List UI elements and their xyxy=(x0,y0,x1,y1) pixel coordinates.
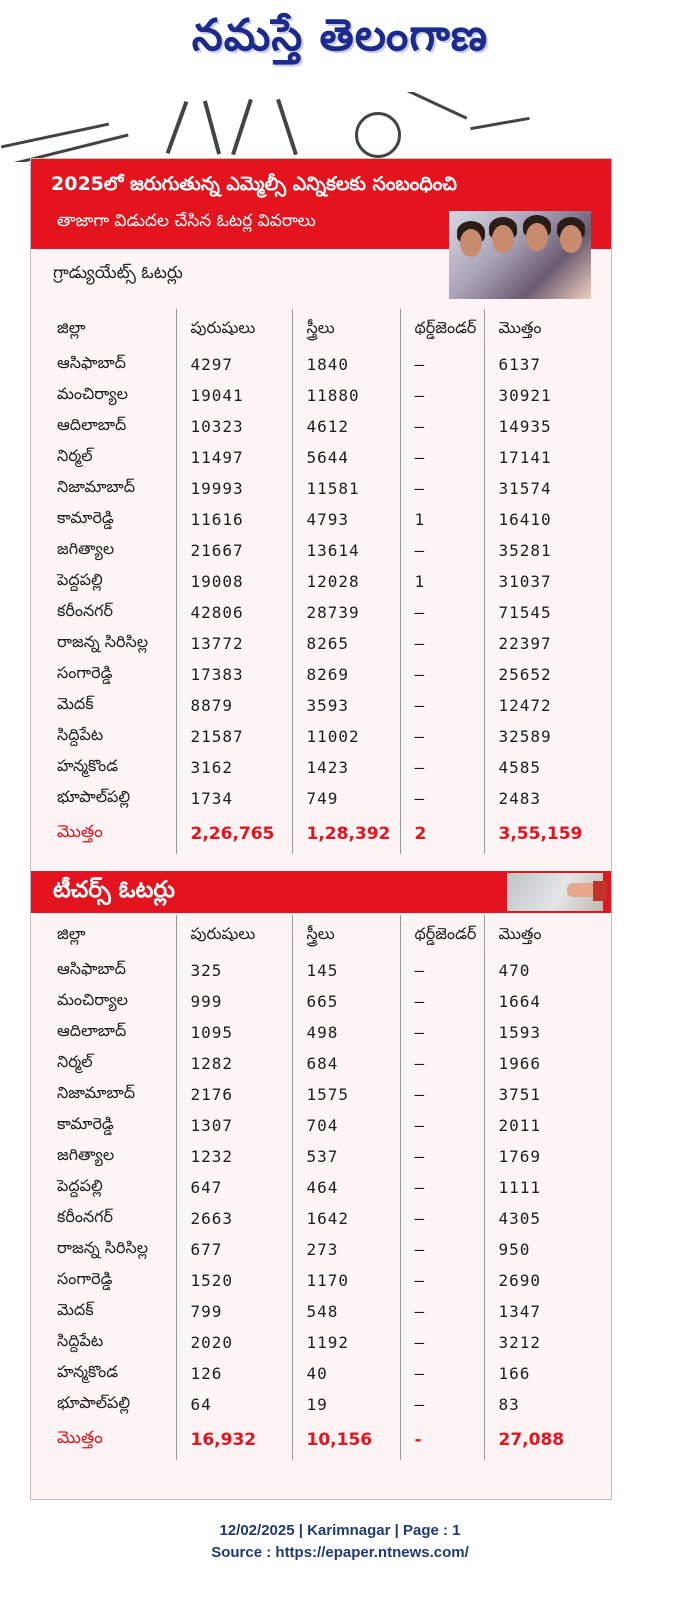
voter-count: 19 xyxy=(292,1389,400,1420)
district-name: రాజన్న సిరిసిల్ల xyxy=(57,632,149,651)
voter-count: 999 xyxy=(176,986,292,1017)
voter-count: 31574 xyxy=(484,473,582,504)
district-name: ఆదిలాబాద్ xyxy=(57,1021,127,1040)
voter-count: 13772 xyxy=(176,628,292,659)
voter-count: 11002 xyxy=(292,721,400,752)
voter-count: 273 xyxy=(292,1234,400,1265)
table-header-row xyxy=(43,915,568,955)
district-name: మంచిర్యాల xyxy=(57,384,128,403)
table-row xyxy=(43,628,582,659)
voter-count: 3162 xyxy=(176,752,292,783)
voter-count: 10323 xyxy=(176,411,292,442)
district-name: నిర్మల్ xyxy=(57,446,93,465)
table-row xyxy=(43,1203,568,1234)
district-name: సంగారెడ్డి xyxy=(57,1269,113,1288)
voter-count: – xyxy=(400,473,484,504)
voter-count: 1307 xyxy=(176,1110,292,1141)
voter-count: 42806 xyxy=(176,597,292,628)
voter-count: 4793 xyxy=(292,504,400,535)
voter-count: 2176 xyxy=(176,1079,292,1110)
district-name: కరీంనగర్ xyxy=(57,601,114,620)
voter-count: 1192 xyxy=(292,1327,400,1358)
voter-count: 4297 xyxy=(176,349,292,380)
table-row xyxy=(43,566,582,597)
voter-count: 1232 xyxy=(176,1141,292,1172)
voter-count: 470 xyxy=(484,955,568,986)
voter-count: – xyxy=(400,1110,484,1141)
table-row xyxy=(43,1079,568,1110)
teachers-banner xyxy=(31,871,611,913)
voter-count: 1 xyxy=(400,566,484,597)
voter-count: 145 xyxy=(292,955,400,986)
table-row xyxy=(43,504,582,535)
voter-count: 21667 xyxy=(176,535,292,566)
voter-count: 126 xyxy=(176,1358,292,1389)
table-row xyxy=(43,442,582,473)
table-row xyxy=(43,1358,568,1389)
voter-count: 28739 xyxy=(292,597,400,628)
voter-count: 11616 xyxy=(176,504,292,535)
voter-count: 5644 xyxy=(292,442,400,473)
voter-count: 8265 xyxy=(292,628,400,659)
voter-count: 2483 xyxy=(484,783,582,814)
voter-count: – xyxy=(400,1265,484,1296)
district-name: కరీంనగర్ xyxy=(57,1207,114,1226)
voter-count: 83 xyxy=(484,1389,568,1420)
voter-count: 950 xyxy=(484,1234,568,1265)
voter-count: – xyxy=(400,597,484,628)
table-row xyxy=(43,535,582,566)
teachers-voters-table xyxy=(43,915,568,1460)
voter-count: – xyxy=(400,1296,484,1327)
voter-count: – xyxy=(400,380,484,411)
voter-count: 2011 xyxy=(484,1110,568,1141)
voter-count: – xyxy=(400,1358,484,1389)
district-name: సంగారెడ్డి xyxy=(57,663,113,682)
voter-count: 1170 xyxy=(292,1265,400,1296)
voter-count: 464 xyxy=(292,1172,400,1203)
district-name: నిజామాబాద్ xyxy=(57,1083,135,1102)
table-header-row xyxy=(43,309,582,349)
table-row xyxy=(43,349,582,380)
voter-count: 1282 xyxy=(176,1048,292,1079)
voter-count: 677 xyxy=(176,1234,292,1265)
district-name: కామారెడ్డి xyxy=(57,508,114,527)
table-row xyxy=(43,380,582,411)
voter-count: 19993 xyxy=(176,473,292,504)
total-count: 10,156 xyxy=(292,1420,400,1460)
district-name: ఆసిఫాబాద్ xyxy=(57,353,126,372)
voter-count: 3212 xyxy=(484,1327,568,1358)
voter-count: 2663 xyxy=(176,1203,292,1234)
voters-article xyxy=(30,158,612,1500)
voter-count: 19041 xyxy=(176,380,292,411)
voter-count: 166 xyxy=(484,1358,568,1389)
voter-count: – xyxy=(400,442,484,473)
column-header: స్త్రీలు xyxy=(292,309,400,349)
voter-count: – xyxy=(400,986,484,1017)
column-header: జిల్లా xyxy=(57,923,86,943)
voter-count: 647 xyxy=(176,1172,292,1203)
district-name: సిద్దిపేట xyxy=(57,725,104,744)
district-name: మంచిర్యాల xyxy=(57,990,128,1009)
voter-count: – xyxy=(400,1203,484,1234)
table-row xyxy=(43,955,568,986)
voter-count: – xyxy=(400,721,484,752)
column-header: థర్డ్‌జెండర్ xyxy=(400,309,484,349)
voter-count: 799 xyxy=(176,1296,292,1327)
table-row xyxy=(43,783,582,814)
district-name: ఆదిలాబాద్ xyxy=(57,415,127,434)
table-row xyxy=(43,411,582,442)
voter-count: – xyxy=(400,628,484,659)
voter-count: – xyxy=(400,1389,484,1420)
voter-count: 12472 xyxy=(484,690,582,721)
voter-count: – xyxy=(400,411,484,442)
total-label: మొత్తం xyxy=(57,1428,103,1448)
voter-count: – xyxy=(400,1327,484,1358)
voter-count: 25652 xyxy=(484,659,582,690)
voter-count: 16410 xyxy=(484,504,582,535)
voter-count: 1840 xyxy=(292,349,400,380)
district-name: మెదక్ xyxy=(57,694,94,713)
voter-count: 4305 xyxy=(484,1203,568,1234)
voter-count: – xyxy=(400,752,484,783)
district-name: భూపాల్‌పల్లి xyxy=(57,787,131,806)
voter-count: 35281 xyxy=(484,535,582,566)
total-count: 2,26,765 xyxy=(176,814,292,854)
table-row xyxy=(43,1234,568,1265)
voter-count: 40 xyxy=(292,1358,400,1389)
newspaper-title: నమస్తే తెలంగాణ xyxy=(191,10,489,61)
district-name: హన్మకొండ xyxy=(57,1362,119,1381)
voter-count: 1575 xyxy=(292,1079,400,1110)
voter-count: 14935 xyxy=(484,411,582,442)
voter-count: 1111 xyxy=(484,1172,568,1203)
voter-count: – xyxy=(400,535,484,566)
voter-count: – xyxy=(400,1172,484,1203)
page-footer xyxy=(0,1520,680,1564)
voter-count: 749 xyxy=(292,783,400,814)
voter-count: 11581 xyxy=(292,473,400,504)
total-count: 3,55,159 xyxy=(484,814,582,854)
table-row xyxy=(43,1389,568,1420)
voter-count: 8269 xyxy=(292,659,400,690)
voter-count: 71545 xyxy=(484,597,582,628)
voter-count: 1642 xyxy=(292,1203,400,1234)
table-row xyxy=(43,1327,568,1358)
table-row xyxy=(43,1172,568,1203)
voter-count: 1423 xyxy=(292,752,400,783)
total-count: - xyxy=(400,1420,484,1460)
headline-line-1: 2025లో జరుగుతున్న ఎమ్మెల్సీ ఎన్నికలకు సంబంధించి xyxy=(51,173,457,195)
voter-count: 1966 xyxy=(484,1048,568,1079)
voter-count: – xyxy=(400,690,484,721)
teachers-section-title: టీచర్స్ ఓటర్లు xyxy=(53,877,175,903)
voter-count: 2690 xyxy=(484,1265,568,1296)
district-name: ఆసిఫాబాద్ xyxy=(57,959,126,978)
voter-count: 325 xyxy=(176,955,292,986)
table-row xyxy=(43,721,582,752)
voter-count: 19008 xyxy=(176,566,292,597)
table-row xyxy=(43,690,582,721)
voter-count: 32589 xyxy=(484,721,582,752)
district-name: జగిత్యాల xyxy=(57,1145,115,1164)
students-photo xyxy=(449,211,591,299)
voter-count: – xyxy=(400,659,484,690)
voter-count: – xyxy=(400,1079,484,1110)
total-count: 16,932 xyxy=(176,1420,292,1460)
table-row xyxy=(43,1110,568,1141)
district-name: హన్మకొండ xyxy=(57,756,119,775)
total-count: 2 xyxy=(400,814,484,854)
voter-count: 537 xyxy=(292,1141,400,1172)
voter-count: 17141 xyxy=(484,442,582,473)
table-row xyxy=(43,752,582,783)
voter-count: – xyxy=(400,1048,484,1079)
table-row xyxy=(43,1265,568,1296)
table-row xyxy=(43,597,582,628)
table-row xyxy=(43,1141,568,1172)
voter-count: 1520 xyxy=(176,1265,292,1296)
voter-count: 1734 xyxy=(176,783,292,814)
voter-count: 548 xyxy=(292,1296,400,1327)
footer-source: Source : https://epaper.ntnews.com/ xyxy=(211,1544,469,1561)
column-header: మొత్తం xyxy=(484,915,568,955)
voter-count: 498 xyxy=(292,1017,400,1048)
district-name: కామారెడ్డి xyxy=(57,1114,114,1133)
table-row xyxy=(43,1048,568,1079)
voter-count: 6137 xyxy=(484,349,582,380)
voter-count: 704 xyxy=(292,1110,400,1141)
table-row xyxy=(43,1296,568,1327)
district-name: నిర్మల్ xyxy=(57,1052,93,1071)
voter-count: 64 xyxy=(176,1389,292,1420)
table-row xyxy=(43,473,582,504)
voter-count: 2020 xyxy=(176,1327,292,1358)
total-count: 27,088 xyxy=(484,1420,568,1460)
voter-count: 31037 xyxy=(484,566,582,597)
column-header: మొత్తం xyxy=(484,309,582,349)
voter-count: 11497 xyxy=(176,442,292,473)
voter-count: 12028 xyxy=(292,566,400,597)
district-name: పెద్దపల్లి xyxy=(57,1176,103,1195)
voter-count: 1095 xyxy=(176,1017,292,1048)
voter-count: – xyxy=(400,349,484,380)
voter-count: 13614 xyxy=(292,535,400,566)
district-name: భూపాల్‌పల్లి xyxy=(57,1393,131,1412)
voter-count: – xyxy=(400,1141,484,1172)
district-name: సిద్దిపేట xyxy=(57,1331,104,1350)
voter-count: 8879 xyxy=(176,690,292,721)
district-name: పెద్దపల్లి xyxy=(57,570,103,589)
masthead xyxy=(0,0,680,75)
district-name: మెదక్ xyxy=(57,1300,94,1319)
column-header: పురుషులు xyxy=(176,309,292,349)
table-row xyxy=(43,986,568,1017)
table-total-row xyxy=(43,814,582,854)
district-name: రాజన్న సిరిసిల్ల xyxy=(57,1238,149,1257)
graduates-section-title: గ్రాడ్యుయేట్స్ ఓటర్లు xyxy=(53,263,183,283)
voter-count: 4585 xyxy=(484,752,582,783)
table-total-row xyxy=(43,1420,568,1460)
total-label: మొత్తం xyxy=(57,822,103,842)
column-header: పురుషులు xyxy=(176,915,292,955)
voter-count: 1769 xyxy=(484,1141,568,1172)
voter-count: 17383 xyxy=(176,659,292,690)
voter-count: 665 xyxy=(292,986,400,1017)
voter-count: 1593 xyxy=(484,1017,568,1048)
voter-count: 4612 xyxy=(292,411,400,442)
graduates-voters-table xyxy=(43,309,582,854)
cartoon-illustration-strip xyxy=(0,92,680,162)
table-row xyxy=(43,659,582,690)
column-header: స్త్రీలు xyxy=(292,915,400,955)
voter-count: 21587 xyxy=(176,721,292,752)
voter-count: 1664 xyxy=(484,986,568,1017)
voter-count: 11880 xyxy=(292,380,400,411)
district-name: జగిత్యాల xyxy=(57,539,115,558)
voter-count: – xyxy=(400,783,484,814)
column-header: థర్డ్‌జెండర్ xyxy=(400,915,484,955)
voter-count: – xyxy=(400,955,484,986)
column-header: జిల్లా xyxy=(57,317,86,337)
footer-date-edition: 12/02/2025 | Karimnagar | Page : 1 xyxy=(219,1522,461,1539)
district-name: నిజామాబాద్ xyxy=(57,477,135,496)
blackboard-photo xyxy=(507,873,603,911)
headline-line-2: తాజాగా విడుదల చేసిన ఓటర్ల వివరాలు xyxy=(57,211,316,231)
table-row xyxy=(43,1017,568,1048)
voter-count: – xyxy=(400,1234,484,1265)
voter-count: 684 xyxy=(292,1048,400,1079)
voter-count: – xyxy=(400,1017,484,1048)
voter-count: 30921 xyxy=(484,380,582,411)
voter-count: 1347 xyxy=(484,1296,568,1327)
voter-count: 3751 xyxy=(484,1079,568,1110)
voter-count: 3593 xyxy=(292,690,400,721)
voter-count: 22397 xyxy=(484,628,582,659)
voter-count: 1 xyxy=(400,504,484,535)
total-count: 1,28,392 xyxy=(292,814,400,854)
